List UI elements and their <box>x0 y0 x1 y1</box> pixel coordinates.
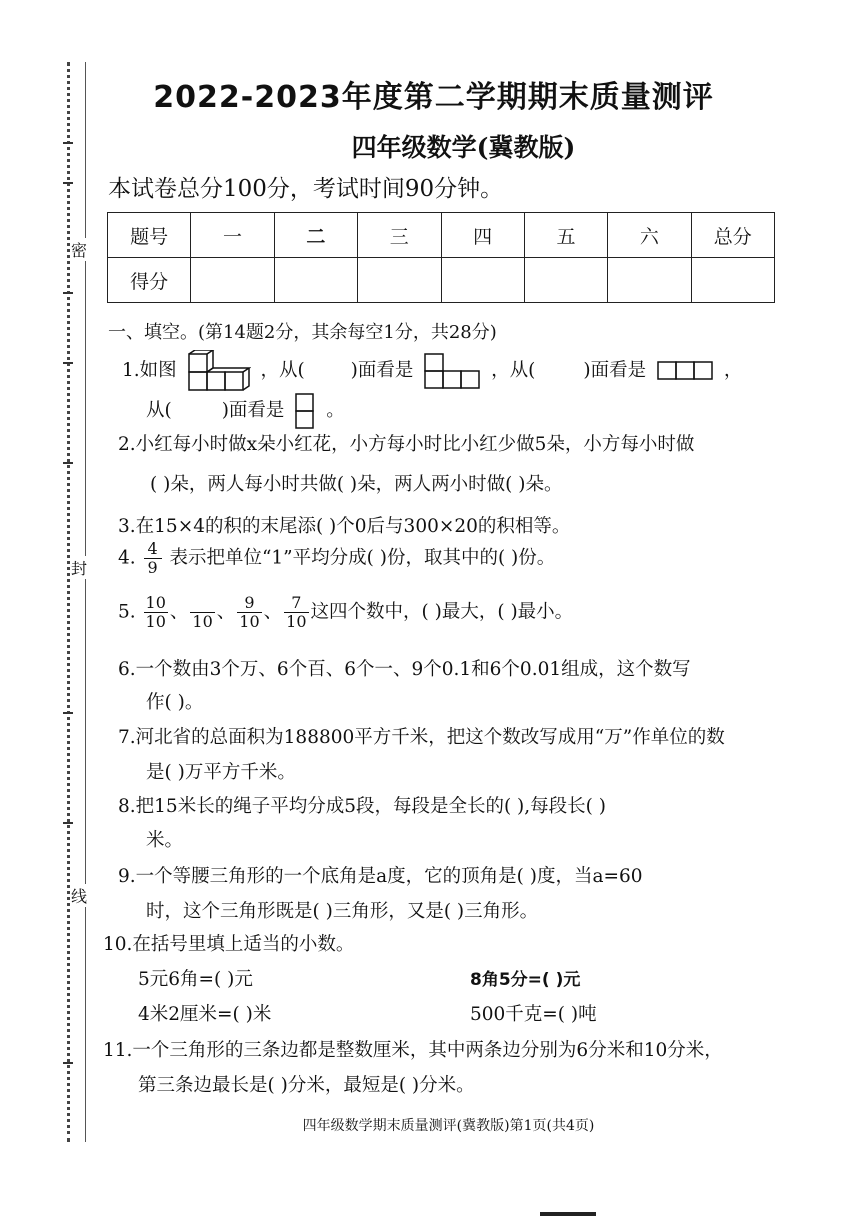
question-10-c: 4米2厘米=( )米 <box>138 1004 272 1025</box>
question-2-line-1: 2.小红每小时做x朵小红花，小方每小时比小红少做5朵，小方每小时做 <box>118 434 695 455</box>
solid-line <box>85 62 86 1142</box>
question-6-line-2: 作( )。 <box>146 692 204 713</box>
page-footer: 四年级数学期末质量测评(冀教版)第1页(共4页) <box>302 1118 595 1134</box>
question-4: 4. $\frac{4}{9}$ 表示把单位“1”平均分成( )份，取其中的( )份。 <box>118 539 556 577</box>
question-10-b: 8角5分=( )元 <box>470 970 581 990</box>
question-1-line-1: 1.如图 ，从( )面看是 ，从( )面看是 ， <box>122 350 742 392</box>
fraction: $\frac{9}{10}$ <box>239 593 260 631</box>
score-table <box>107 212 775 303</box>
question-2-line-2: ( )朵，两人每小时共做( )朵，两人两小时做( )朵。 <box>150 474 563 495</box>
score-col-6: 六 <box>608 213 691 258</box>
question-11-line-2: 第三条边最长是( )分米，最短是( )分米。 <box>138 1075 475 1096</box>
score-col-3: 三 <box>358 213 441 258</box>
question-7-line-2: 是( )万平方千米。 <box>146 762 296 783</box>
score-table-row2-head: 得分 <box>108 258 191 303</box>
score-cell[interactable] <box>274 258 357 303</box>
side-view-icon <box>294 392 316 430</box>
question-10-d: 500千克=( )吨 <box>470 1004 597 1025</box>
question-7-line-1: 7.河北省的总面积为188800平方千米，把这个数改写成用“万”作单位的数 <box>118 727 725 748</box>
score-cell[interactable] <box>441 258 524 303</box>
score-col-5: 五 <box>524 213 607 258</box>
score-cell[interactable] <box>691 258 774 303</box>
fraction: $\frac{4}{9}$ <box>144 540 162 577</box>
dotted-line <box>67 62 70 1142</box>
score-col-1: 一 <box>191 213 274 258</box>
question-9-line-2: 时，这个三角形既是( )三角形，又是( )三角形。 <box>146 901 539 922</box>
binding-char-feng: 封 <box>71 556 87 579</box>
question-6-line-1: 6.一个数由3个万、6个百、6个一、9个0.1和6个0.01组成，这个数写 <box>118 659 691 680</box>
fraction: $\frac{7}{10}$ <box>286 593 307 631</box>
binding-char-mi: 密 <box>71 238 87 261</box>
cube-stack-icon <box>187 350 251 392</box>
top-view-icon <box>656 360 714 382</box>
score-table-header-row <box>108 213 775 258</box>
score-cell[interactable] <box>608 258 691 303</box>
question-5: 5. $\frac{10}{10}$ 、 10 、 $\frac{9}{10}$ 、 $\frac{7}{10}$ 这四个数中，( )最大，( )最小。 <box>118 593 574 631</box>
question-1-line-2: 从( )面看是 。 <box>146 392 345 430</box>
binding-char-xian: 线 <box>71 884 87 907</box>
question-8-line-1: 8.把15米长的绳子平均分成5段，每段是全长的( ),每段长( ) <box>118 796 606 817</box>
score-cell[interactable] <box>191 258 274 303</box>
score-table-score-row <box>108 258 775 303</box>
question-3: 3.在15×4的积的末尾添( )个0后与300×20的积相等。 <box>118 516 571 537</box>
score-cell[interactable] <box>358 258 441 303</box>
scan-mark <box>540 1212 596 1222</box>
exam-intro: 本试卷总分100分，考试时间90分钟。 <box>108 176 504 202</box>
section-heading: 一、填空。(第14题2分，其余每空1分，共28分) <box>108 322 497 343</box>
question-10-a: 5元6角=( )元 <box>138 969 253 990</box>
score-col-total: 总分 <box>691 213 774 258</box>
score-col-4: 四 <box>441 213 524 258</box>
question-11-line-1: 11.一个三角形的三条边都是整数厘米，其中两条边分别为6分米和10分米， <box>103 1040 723 1061</box>
question-8-line-2: 米。 <box>146 830 184 851</box>
score-table-row-head: 题号 <box>108 213 191 258</box>
score-cell[interactable] <box>524 258 607 303</box>
exam-subtitle: 四年级数学(冀教版) <box>351 133 576 162</box>
question-10-heading: 10.在括号里填上适当的小数。 <box>103 934 355 955</box>
score-col-2: 二 <box>274 213 357 258</box>
binding-margin <box>55 62 95 1142</box>
fraction: $\frac{10}{10}$ <box>145 593 166 631</box>
front-view-icon <box>423 352 481 390</box>
question-9-line-1: 9.一个等腰三角形的一个底角是a度，它的顶角是( )度，当a=60 <box>118 866 643 887</box>
fraction: 10 <box>190 594 214 631</box>
exam-title: 2022-2023年度第二学期期末质量测评 <box>153 80 714 115</box>
